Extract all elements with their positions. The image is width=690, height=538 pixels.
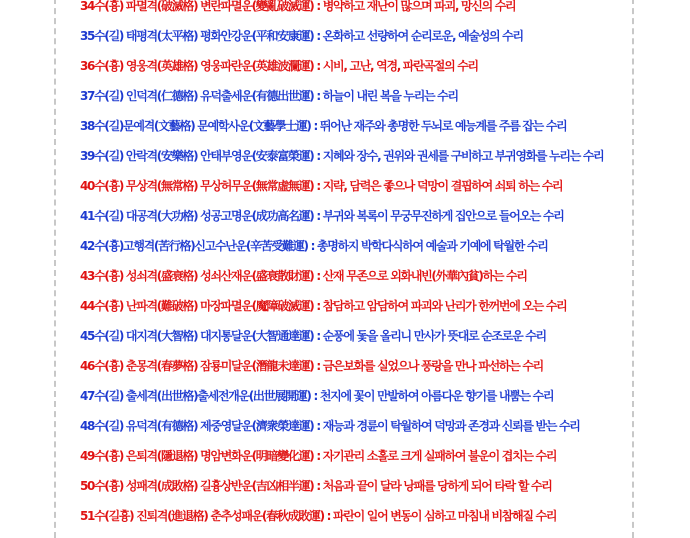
- list-item: 47수(길) 출세격(出世格)출세전개운(出世展開運) : 천지에 꽃이 만발하여 아름다운 향기를 내뿜는 수리: [80, 389, 554, 403]
- list-item: 39수(길) 안락격(安樂格) 안태부영운(安泰富榮運) : 지혜와 장수, 권위와 권세를 구비하고 부귀영화를 누리는 수리: [80, 149, 604, 163]
- list-item: 50수(흉) 성패격(成敗格) 길흉상반운(吉凶相半運) : 처음과 끝이 달라 낭패를 당하게 되어 타락 할 수리: [80, 479, 552, 493]
- list-item: 38수(길)문예격(文藝格) 문예학사운(文藝學士運) : 뛰어난 재주와 총명한 두뇌로 예능계를 주름 잡는 수리: [80, 119, 567, 133]
- list-item: 42수(흉)고행격(苦行格)신고수난운(辛苦受難運) : 총명하지 박학다식하여 예술과 기예에 탁월한 수리: [80, 239, 548, 253]
- list-item: 40수(흉) 무상격(無常格) 무상허무운(無常虛無運) : 지략, 담력은 좋으나 덕망이 결핍하여 쇠퇴 하는 수리: [80, 179, 563, 193]
- list-item: 45수(길) 대지격(大智格) 대지통달운(大智通達運) : 순풍에 돛을 올리니 만사가 뜻대로 순조로운 수리: [80, 329, 546, 343]
- list-item: 41수(길) 대공격(大功格) 성공고명운(成功高名運) : 부귀와 복록이 무궁무진하게 집안으로 들어오는 수리: [80, 209, 564, 223]
- list-item: 48수(길) 유덕격(有德格) 제중영달운(濟衆榮達運) : 재능과 경륜이 탁월하여 덕망과 존경과 신뢰를 받는 수리: [80, 419, 580, 433]
- list-item: 51수(길흉) 진퇴격(進退格) 춘추성패운(春秋成敗運) : 파란이 일어 변동이 심하고 마침내 비참해질 수리: [80, 509, 557, 523]
- list-item: 43수(흉) 성쇠격(盛衰格) 성쇠산재운(盛衰散財運) : 산재 무존으로 외화내빈(外華內貧)하는 수리: [80, 269, 527, 283]
- list-item: 44수(흉) 난파격(難破格) 마장파멸운(魔障破滅運) : 참담하고 암담하여 파괴와 난리가 한꺼번에 오는 수리: [80, 299, 567, 313]
- list-item: 46수(흉) 춘몽격(春夢格) 잠룡미달운(潛龍未達運) : 금은보화를 실었으나 풍랑을 만나 파선하는 수리: [80, 359, 543, 373]
- list-item: 37수(길) 인덕격(仁德格) 유덕출세운(有德出世運) : 하늘이 내린 복을 누리는 수리: [80, 89, 458, 103]
- list-item: 34수(흉) 파멸격(破滅格) 변란파멸운(變亂破滅運) : 병약하고 재난이 많으며 파괴, 망신의 수리: [80, 0, 516, 13]
- list-item: 49수(흉) 은퇴격(隱退格) 명암변화운(明暗變化運) : 자기관리 소홀로 크게 실패하여 불운이 겹치는 수리: [80, 449, 557, 463]
- list-item: 35수(길) 태평격(太平格) 평화안강운(平和安康運) : 온화하고 선량하여 순리로운, 예술성의 수리: [80, 29, 523, 43]
- list-item: 36수(흉) 영웅격(英雄格) 영웅파란운(英雄波瀾運) : 시비, 고난, 역경, 파란곡절의 수리: [80, 59, 478, 73]
